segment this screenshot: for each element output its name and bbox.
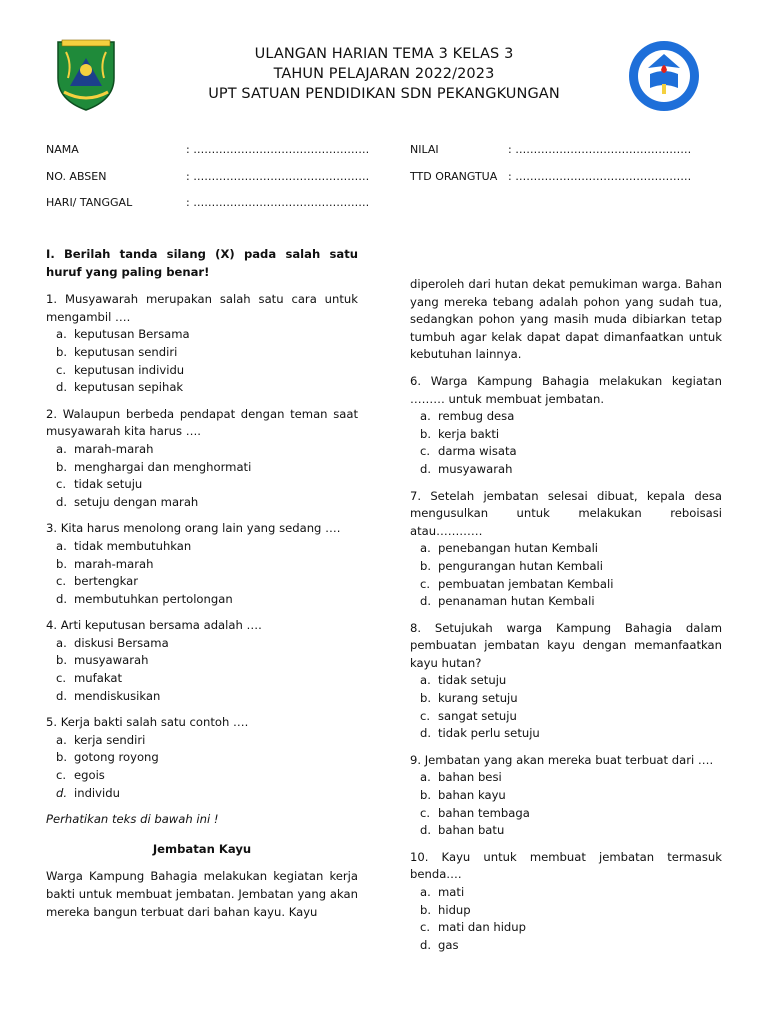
option-list: [410, 408, 722, 478]
left-question-list: [46, 291, 358, 802]
option-text: keputusan sendiri: [74, 344, 178, 359]
option-list: [46, 441, 358, 511]
question-8: [410, 620, 722, 743]
option-text: individu: [74, 785, 120, 800]
option-text: tidak setuju: [74, 477, 143, 492]
option-text: mufakat: [74, 671, 122, 686]
answer-option[interactable]: [410, 593, 722, 611]
option-text: hidup: [438, 902, 471, 917]
option-letter: d.: [56, 785, 68, 800]
option-text: musyawarah: [74, 653, 149, 668]
answer-option[interactable]: [410, 576, 722, 594]
option-text: darma wisata: [438, 444, 517, 459]
option-letter: b.: [56, 653, 68, 668]
question-4: [46, 617, 358, 705]
option-letter: b.: [420, 426, 432, 441]
option-text: sangat setuju: [438, 708, 517, 723]
option-letter: d.: [420, 594, 432, 609]
answer-option[interactable]: [46, 670, 358, 688]
option-letter: d.: [420, 937, 432, 952]
option-list: [46, 326, 358, 396]
option-letter: d.: [56, 494, 68, 509]
question-text: 3. Kita harus menolong orang lain yang sedang ….: [46, 521, 341, 536]
option-list: [410, 769, 722, 839]
option-letter: a.: [56, 635, 67, 650]
answer-option[interactable]: [410, 408, 722, 426]
header-year: TAHUN PELAJARAN 2022/2023: [273, 66, 495, 82]
answer-option[interactable]: [46, 379, 358, 397]
question-text: 1. Musyawarah merupakan salah satu cara untuk mengambil ….: [46, 292, 358, 324]
answer-option[interactable]: [46, 476, 358, 494]
option-letter: d.: [56, 688, 68, 703]
option-text: kerja sendiri: [74, 732, 146, 747]
option-letter: a.: [420, 541, 431, 556]
question-5: [46, 714, 358, 802]
tut-wuri-handayani-logo-icon: [628, 40, 700, 112]
answer-option[interactable]: [46, 732, 358, 750]
answer-option[interactable]: [410, 937, 722, 955]
option-text: diskusi Bersama: [74, 635, 169, 650]
option-text: keputusan sepihak: [74, 380, 184, 395]
option-text: egois: [74, 768, 105, 783]
option-letter: b.: [56, 344, 68, 359]
absen-field[interactable]: : …………………………………………: [186, 170, 370, 183]
option-text: setuju dengan marah: [74, 494, 199, 509]
answer-option[interactable]: [46, 441, 358, 459]
answer-option[interactable]: [410, 540, 722, 558]
option-letter: b.: [420, 691, 432, 706]
answer-option[interactable]: [410, 769, 722, 787]
nilai-field[interactable]: : …………………………………………: [508, 143, 692, 156]
option-letter: b.: [420, 788, 432, 803]
answer-option[interactable]: [410, 426, 722, 444]
option-letter: a.: [56, 538, 67, 553]
answer-option[interactable]: [410, 672, 722, 690]
reading-paragraph-part2: diperoleh dari hutan dekat pemukiman warga. Bahan yang mereka tebang adalah pohon yang sudah tua, sedangkan pohon yang masih muda dibiarkan tetap tumbuh agar kelak dapat dapat dimanfaatkan untuk kebutuhan lainnya.: [410, 277, 722, 362]
option-text: mendiskusikan: [74, 688, 161, 703]
nilai-label: NILAI: [410, 143, 439, 156]
tanggal-field[interactable]: : …………………………………………: [186, 196, 370, 209]
option-list: [46, 732, 358, 802]
option-text: penebangan hutan Kembali: [438, 541, 599, 556]
option-text: gas: [438, 937, 459, 952]
option-letter: a.: [420, 885, 431, 899]
right-column: [410, 276, 722, 963]
question-9: [410, 752, 722, 840]
answer-option[interactable]: [410, 461, 722, 479]
option-text: marah-marah: [74, 441, 154, 456]
option-text: kerja bakti: [438, 426, 500, 441]
option-list: [46, 538, 358, 608]
header-title: ULANGAN HARIAN TEMA 3 KELAS 3: [254, 46, 514, 62]
option-letter: c.: [420, 805, 431, 820]
ttd-label: TTD ORANGTUA: [410, 170, 498, 183]
option-text: penanaman hutan Kembali: [438, 594, 595, 609]
option-text: bahan batu: [438, 823, 505, 838]
kabupaten-pasuruan-emblem-icon: [50, 34, 122, 112]
option-text: bertengkar: [74, 574, 139, 589]
option-text: keputusan Bersama: [74, 327, 190, 342]
option-text: membutuhkan pertolongan: [74, 591, 233, 606]
answer-option[interactable]: [46, 749, 358, 767]
option-letter: b.: [56, 459, 68, 474]
left-column: [46, 246, 358, 921]
option-letter: a.: [56, 441, 67, 456]
question-2: [46, 406, 358, 512]
answer-option[interactable]: [410, 902, 722, 920]
answer-option[interactable]: [46, 652, 358, 670]
answer-option[interactable]: [46, 635, 358, 653]
question-text: 6. Warga Kampung Bahagia melakukan kegiatan ……… untuk membuat jembatan.: [410, 373, 722, 406]
nama-label: NAMA: [46, 143, 79, 156]
question-1: [46, 291, 358, 397]
answer-option[interactable]: [410, 558, 722, 576]
option-letter: a.: [56, 327, 67, 342]
answer-option[interactable]: [46, 344, 358, 362]
answer-option[interactable]: [410, 822, 722, 840]
answer-option[interactable]: [410, 787, 722, 805]
option-text: rembug desa: [438, 409, 515, 424]
option-list: [46, 635, 358, 705]
question-3: [46, 520, 358, 608]
option-text: bahan besi: [438, 770, 502, 785]
option-list: [410, 540, 722, 610]
option-letter: b.: [56, 750, 68, 765]
worksheet-header: [140, 44, 628, 104]
answer-option[interactable]: [46, 556, 358, 574]
option-letter: c.: [56, 671, 67, 686]
option-letter: a.: [420, 673, 431, 688]
instruction-text: I. Berilah tanda silang (X) pada salah satu huruf yang paling benar!: [46, 247, 358, 279]
question-text: 5. Kerja bakti salah satu contoh ….: [46, 715, 249, 730]
answer-option[interactable]: [46, 573, 358, 591]
question-text: 2. Walaupun berbeda pendapat dengan teman saat musyawarah kita harus ….: [46, 406, 358, 439]
option-text: keputusan individu: [74, 362, 185, 377]
answer-option[interactable]: [410, 884, 722, 902]
option-text: marah-marah: [74, 556, 154, 571]
option-letter: c.: [56, 768, 67, 783]
answer-option[interactable]: [410, 805, 722, 823]
option-letter: b.: [420, 558, 432, 573]
reading-prompt: Perhatikan teks di bawah ini !: [46, 812, 219, 827]
question-text: 10. Kayu untuk membuat jembatan termasuk benda….: [410, 849, 722, 882]
answer-option[interactable]: [46, 538, 358, 556]
right-question-list: [410, 373, 722, 954]
answer-option[interactable]: [46, 326, 358, 344]
option-text: pembuatan jembatan Kembali: [438, 576, 614, 591]
ttd-field[interactable]: : …………………………………………: [508, 170, 692, 183]
option-letter: c.: [56, 574, 67, 589]
question-7: [410, 488, 722, 611]
header-school: UPT SATUAN PENDIDIKAN SDN PEKANGKUNGAN: [208, 86, 560, 102]
option-letter: c.: [420, 708, 431, 723]
reading-title: Jembatan Kayu: [152, 841, 252, 856]
tanggal-label: HARI/ TANGGAL: [46, 196, 133, 209]
question-text: 7. Setelah jembatan selesai dibuat, kepala desa mengusulkan untuk melakukan reboisasi atau…………: [410, 488, 722, 538]
option-letter: d.: [420, 823, 432, 838]
option-text: bahan kayu: [438, 788, 506, 803]
option-letter: c.: [56, 362, 67, 377]
question-6: [410, 373, 722, 479]
option-text: tidak setuju: [438, 673, 507, 688]
option-text: menghargai dan menghormati: [74, 459, 252, 474]
answer-option[interactable]: [410, 690, 722, 708]
option-text: mati dan hidup: [438, 920, 526, 935]
option-text: tidak perlu setuju: [438, 726, 540, 741]
answer-option[interactable]: [46, 767, 358, 785]
reading-paragraph-part1: Warga Kampung Bahagia melakukan kegiatan kerja bakti untuk membuat jembatan. Jembatan yang akan mereka bangun terbuat dari bahan kayu. Kayu: [46, 869, 358, 919]
answer-option[interactable]: [46, 459, 358, 477]
answer-option[interactable]: [46, 688, 358, 706]
option-letter: b.: [56, 556, 68, 571]
answer-option[interactable]: [410, 919, 722, 937]
answer-option[interactable]: [46, 785, 358, 803]
option-letter: a.: [420, 409, 431, 424]
option-text: kurang setuju: [438, 691, 518, 706]
option-letter: c.: [420, 920, 431, 935]
option-letter: d.: [56, 380, 68, 395]
nama-field[interactable]: : …………………………………………: [186, 143, 370, 156]
question-text: 8. Setujukah warga Kampung Bahagia dalam pembuatan jembatan kayu dengan memanfaatkan kayu hutan?: [410, 620, 722, 670]
question-text: 9. Jembatan yang akan mereka buat terbuat dari ….: [410, 752, 714, 767]
option-letter: b.: [420, 902, 432, 917]
answer-option[interactable]: [46, 591, 358, 609]
answer-option[interactable]: [46, 494, 358, 512]
option-list: [410, 884, 722, 954]
option-text: mati: [438, 885, 465, 899]
option-text: pengurangan hutan Kembali: [438, 558, 604, 573]
option-letter: d.: [420, 461, 432, 476]
answer-option[interactable]: [410, 443, 722, 461]
question-10: [410, 849, 722, 955]
answer-option[interactable]: [46, 362, 358, 380]
option-letter: d.: [56, 591, 68, 606]
option-list: [410, 672, 722, 742]
question-text: 4. Arti keputusan bersama adalah ….: [46, 618, 262, 633]
option-letter: a.: [420, 770, 431, 785]
option-text: tidak membutuhkan: [74, 538, 192, 553]
option-letter: c.: [420, 576, 431, 591]
option-text: bahan tembaga: [438, 805, 530, 820]
option-letter: d.: [420, 726, 432, 741]
absen-label: NO. ABSEN: [46, 170, 107, 183]
answer-option[interactable]: [410, 725, 722, 743]
option-letter: c.: [420, 444, 431, 459]
option-text: musyawarah: [438, 461, 513, 476]
option-text: gotong royong: [74, 750, 159, 765]
option-letter: c.: [56, 477, 67, 492]
option-letter: a.: [56, 732, 67, 747]
answer-option[interactable]: [410, 708, 722, 726]
